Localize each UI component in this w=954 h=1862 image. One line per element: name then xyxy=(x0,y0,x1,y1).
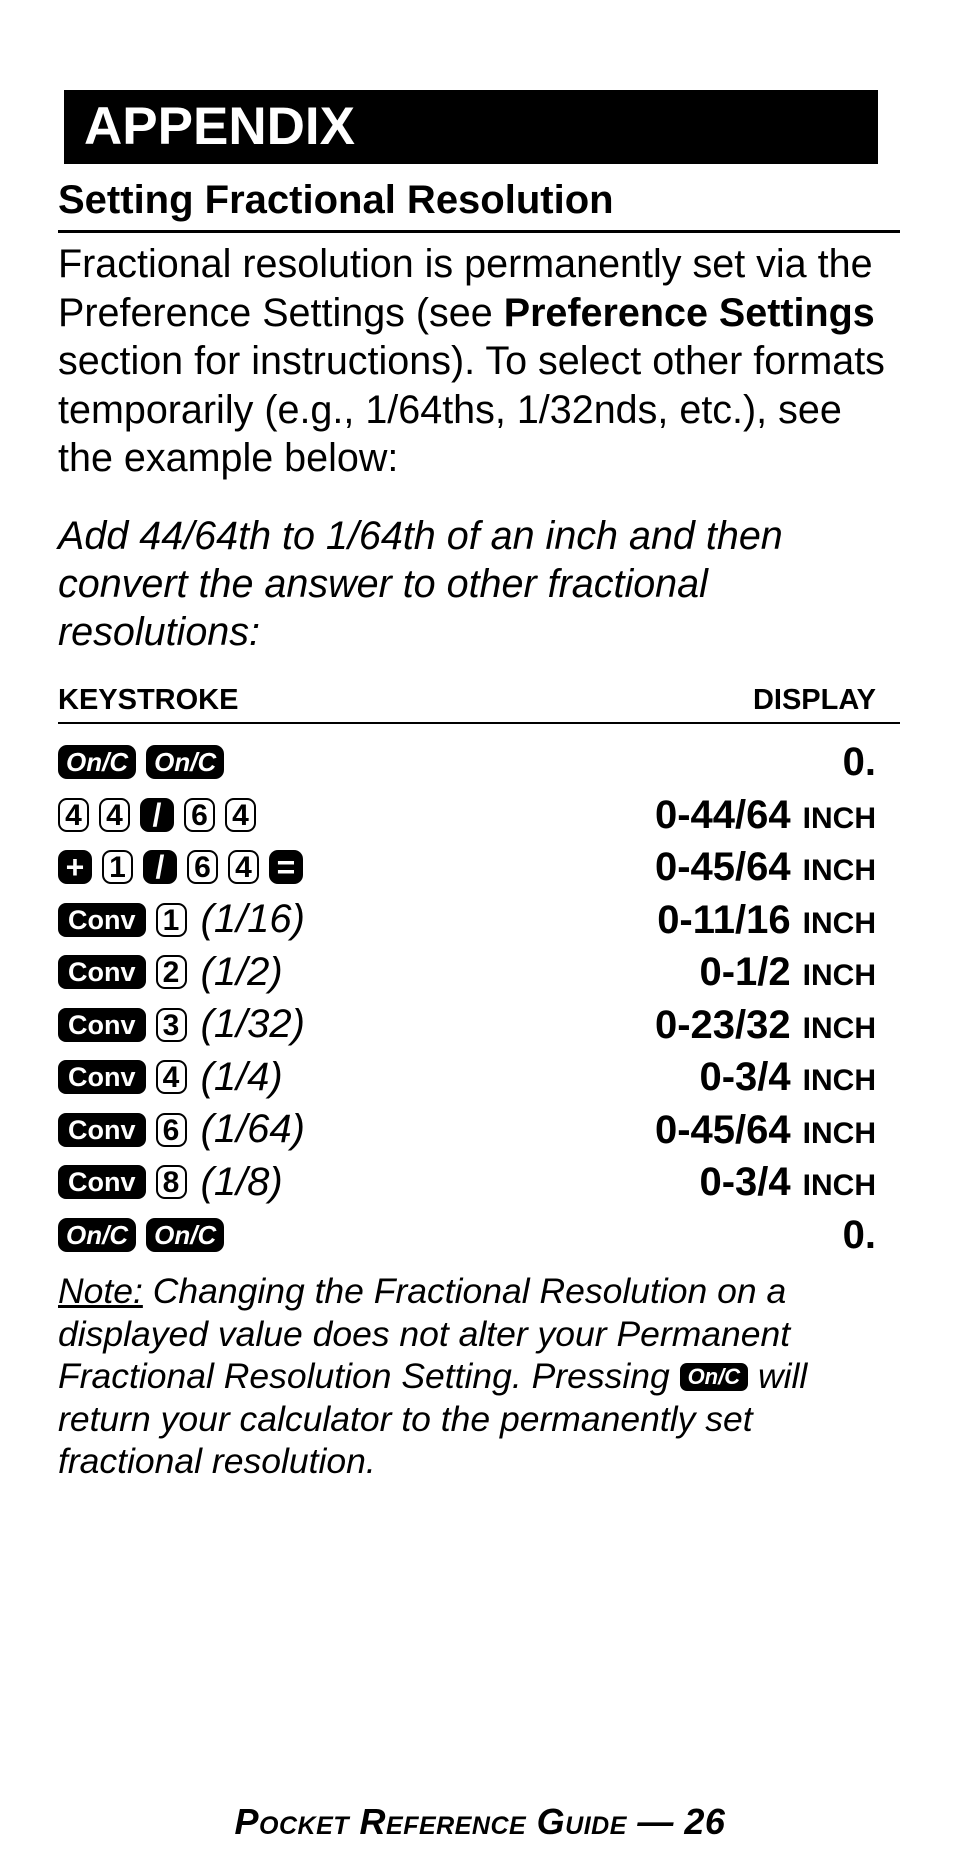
keystroke-table xyxy=(58,736,900,1261)
keystroke-sequence xyxy=(58,1159,283,1204)
keystroke-sequence xyxy=(58,795,256,835)
digit-4-key: 4 xyxy=(58,798,89,832)
display-number: 0-1/2 xyxy=(699,950,791,994)
display-value xyxy=(843,736,876,788)
onc-key: On/C xyxy=(58,745,136,779)
keystroke-sequence xyxy=(58,1002,305,1046)
table-row xyxy=(58,1051,900,1104)
table-row xyxy=(58,841,900,894)
display-value xyxy=(655,789,876,841)
display-unit: INCH xyxy=(802,1169,876,1202)
digit-key: 3 xyxy=(156,1008,187,1042)
display-value xyxy=(699,1051,876,1103)
onc-key: On/C xyxy=(58,1218,136,1252)
intro-text-2: section for instructions). To select other formats temporarily (e.g., 1/64ths, 1/32nds, etc.), see the example below: xyxy=(58,339,885,480)
display-number: 0-3/4 xyxy=(699,1160,791,1204)
intro-text-1: Fractional resolution is permanently set via the Preference Settings (see xyxy=(58,242,873,335)
display-number: 0-44/64 xyxy=(654,792,791,837)
table-row xyxy=(58,1209,900,1262)
intro-bold-reference: Preference Settings xyxy=(503,290,875,335)
display-unit: INCH xyxy=(802,959,876,992)
conv-key: Conv xyxy=(58,903,146,937)
display-number: 0-45/64 xyxy=(654,845,791,889)
equals-key: = xyxy=(269,850,303,884)
digit-6-key: 6 xyxy=(187,850,218,884)
display-number: 0. xyxy=(842,1212,876,1257)
display-number: 0-3/4 xyxy=(699,1055,791,1099)
keystroke-column-header: KEYSTROKE xyxy=(58,684,239,716)
intro-paragraph xyxy=(58,240,900,483)
onc-key: On/C xyxy=(146,1218,224,1252)
table-header xyxy=(58,678,900,724)
digit-key: 8 xyxy=(156,1165,187,1199)
keystroke-sequence xyxy=(58,1107,305,1151)
display-unit: INCH xyxy=(802,1116,876,1150)
keystroke-sequence xyxy=(58,1054,283,1099)
keystroke-sequence xyxy=(58,742,224,782)
digit-4-key: 4 xyxy=(225,798,256,832)
display-value xyxy=(655,841,876,893)
table-row xyxy=(58,736,900,789)
resolution-label: (1/2) xyxy=(200,949,283,994)
table-row xyxy=(58,1156,900,1209)
table-row xyxy=(58,894,900,947)
resolution-label: (1/8) xyxy=(200,1159,283,1204)
keystroke-sequence xyxy=(58,1215,224,1255)
resolution-label: (1/16) xyxy=(200,897,305,941)
digit-4-key: 4 xyxy=(228,850,259,884)
onc-key: On/C xyxy=(680,1363,749,1391)
digit-6-key: 6 xyxy=(184,798,215,832)
display-value xyxy=(657,894,876,946)
plus-key: + xyxy=(58,850,92,884)
digit-key: 2 xyxy=(156,955,187,989)
table-row xyxy=(58,1104,900,1157)
display-value xyxy=(655,999,876,1051)
resolution-label: (1/32) xyxy=(200,1002,305,1046)
onc-key: On/C xyxy=(146,745,224,779)
note-label: Note: xyxy=(58,1271,143,1311)
table-row xyxy=(58,999,900,1052)
digit-key: 1 xyxy=(156,903,187,937)
keystroke-sequence xyxy=(58,897,305,941)
note-paragraph xyxy=(58,1270,900,1483)
note-text-1: Changing the Fractional Resolution on a displayed value does not alter your Permanent Fractional Resolution Setting. Pressing xyxy=(58,1271,791,1396)
table-row xyxy=(58,946,900,999)
example-instruction: Add 44/64th to 1/64th of an inch and then convert the answer to other fractional resolutions: xyxy=(58,514,783,654)
note-text-2: will return your calculator to the permanently set fractional resolution. xyxy=(58,1356,808,1481)
digit-1-key: 1 xyxy=(102,850,133,884)
keystroke-sequence xyxy=(58,847,303,887)
digit-key: 4 xyxy=(156,1060,187,1094)
display-column-header: DISPLAY xyxy=(752,684,876,716)
resolution-label: (1/64) xyxy=(200,1107,305,1151)
page-footer xyxy=(0,1800,954,1844)
fraction-bar-key: / xyxy=(140,798,174,832)
display-unit: INCH xyxy=(802,1011,876,1045)
display-value xyxy=(699,1156,876,1208)
digit-4-key: 4 xyxy=(99,798,130,832)
display-value xyxy=(655,1104,876,1156)
footer-text: Pocket Reference Guide — 26 xyxy=(234,1801,726,1842)
conv-key: Conv xyxy=(58,1008,146,1042)
keystroke-sequence xyxy=(58,949,283,994)
digit-key: 6 xyxy=(156,1113,187,1147)
section-title: Setting Fractional Resolution xyxy=(58,172,900,233)
conv-key: Conv xyxy=(58,955,146,989)
table-row xyxy=(58,789,900,842)
display-unit: INCH xyxy=(802,1064,876,1097)
conv-key: Conv xyxy=(58,1060,146,1094)
appendix-banner: APPENDIX xyxy=(64,90,878,164)
conv-key: Conv xyxy=(58,1113,146,1147)
display-unit: INCH xyxy=(802,854,876,887)
display-unit: INCH xyxy=(802,801,876,835)
display-number: 0-23/32 xyxy=(654,1002,791,1047)
display-number: 0-11/16 xyxy=(657,897,791,942)
display-value xyxy=(699,946,876,998)
display-number: 0-45/64 xyxy=(654,1107,791,1152)
display-value xyxy=(843,1209,876,1261)
fraction-bar-key: / xyxy=(143,850,177,884)
conv-key: Conv xyxy=(58,1165,146,1199)
resolution-label: (1/4) xyxy=(200,1054,283,1099)
display-unit: INCH xyxy=(802,906,876,940)
display-number: 0. xyxy=(842,740,876,784)
